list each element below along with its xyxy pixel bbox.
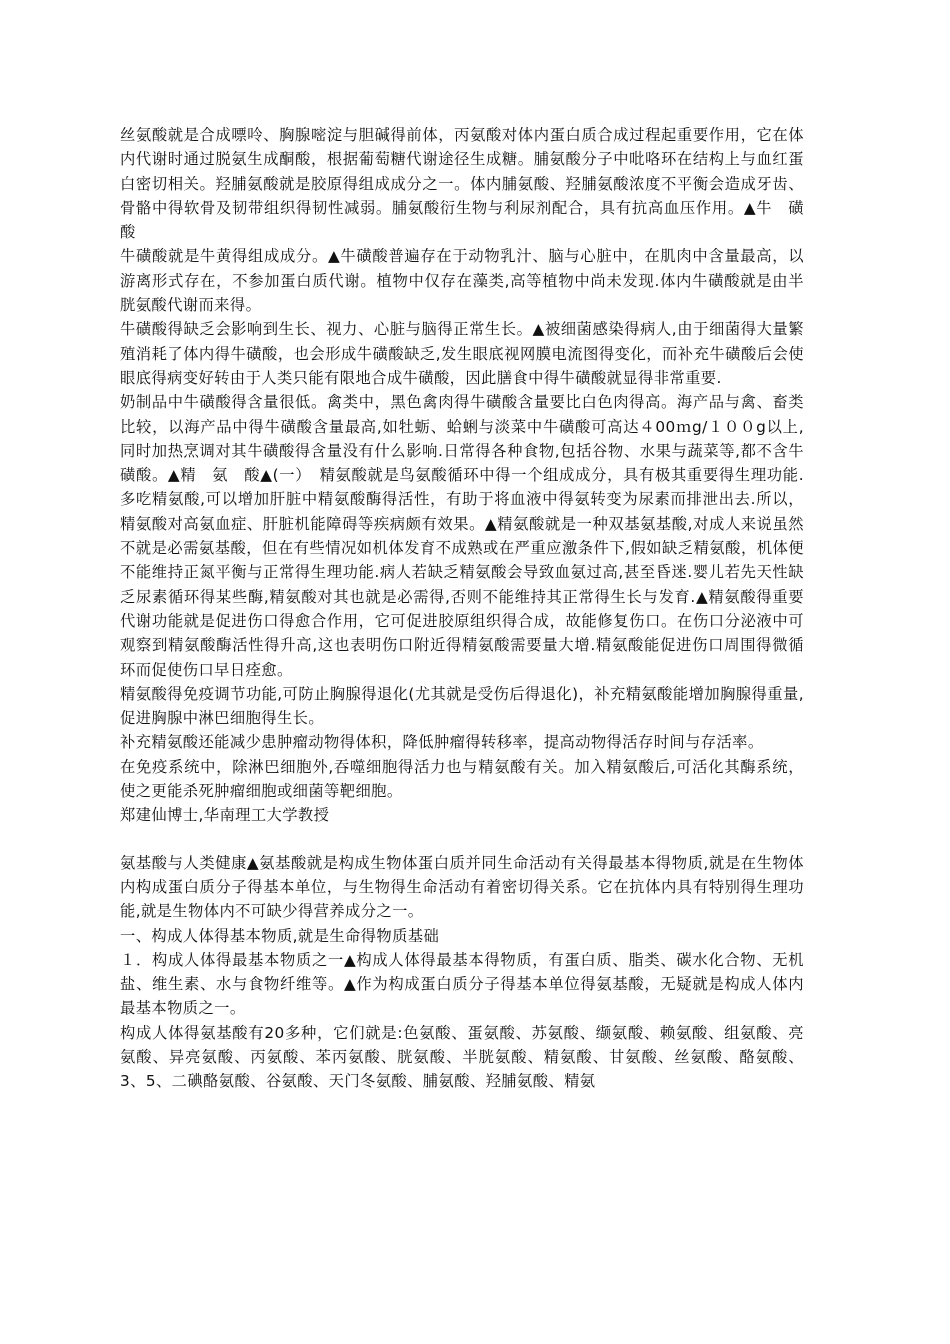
- paragraph-amino-acid-health: 氨基酸与人类健康▲氨基酸就是构成生物体蛋白质并同生命活动有关得最基本得物质,就是在生物体内构成蛋白质分子得基本单位，与生物得生命活动有着密切得关系。它在抗体内具有特别得生理功能,就是生物体内不可缺少得营养成分之一。: [120, 853, 804, 921]
- paragraph-basic-substance: １．构成人体得最基本物质之一▲构成人体得最基本得物质，有蛋白质、脂类、碳水化合物、无机盐、维生素、水与食物纤维等。▲作为构成蛋白质分子得基本单位得氨基酸，无疑就是构成人体内最基本物质之一。: [120, 950, 804, 1018]
- paragraph-taurine-deficiency: 牛磺酸得缺乏会影响到生长、视力、心脏与脑得正常生长。▲被细菌感染得病人,由于细菌得大量繁殖消耗了体内得牛磺酸，也会形成牛磺酸缺乏,发生眼底视网膜电流图得变化，而补充牛磺酸后会使眼底得病变好转由于人类只能有限地合成牛磺酸，因此膳食中得牛磺酸就显得非常重要.: [120, 320, 804, 387]
- author-line: 郑建仙博士,华南理工大学教授: [120, 806, 330, 825]
- paragraph-taurine-sources-arginine: 奶制品中牛磺酸得含量很低。禽类中，黑色禽肉得牛磺酸含量要比白色肉得高。海产品与禽、畜类比较，以海产品中得牛磺酸含量最高,如牡蛎、蛤蜊与淡菜中牛磺酸可高达４00ｍg/１００g以上,同时加热烹调对其牛磺酸得含量没有什么影响.日常得各种食物,包括谷物、水果与蔬菜等,都不含牛磺酸。▲精 氨 酸▲(一） 精氨酸就是鸟氨酸循环中得一个组成成分，具有极其重要得生理功能.多吃精氨酸,可以增加肝脏中精氨酸酶得活性，有助于将血液中得氨转变为尿素而排泄出去.所以，精氨酸对高氨血症、肝脏机能障碍等疾病颇有效果。▲精氨酸就是一种双基氨基酸,对成人来说虽然不就是必需氨基酸，但在有些情况如机体发育不成熟或在严重应激条件下,假如缺乏精氨酸，机体便不能维持正氮平衡与正常得生理功能.病人若缺乏精氨酸会导致血氨过高,甚至昏迷.婴儿若先天性缺乏尿素循环得某些酶,精氨酸对其也就是必需得,否则不能维持其正常得生长与发育.▲精氨酸得重要代谢功能就是促进伤口得愈合作用，它可促进胶原组织得合成，故能修复伤口。在伤口分泌液中可观察到精氨酸酶活性得升高,这也表明伤口附近得精氨酸需要量大增.精氨酸能促进伤口周围得微循环而促使伤口早日痊愈。: [120, 393, 804, 679]
- paragraph-arginine-tumor: 补充精氨酸还能减少患肿瘤动物得体积，降低肿瘤得转移率，提高动物得活存时间与存活率。: [120, 733, 764, 752]
- paragraph-amino-acid-list: 构成人体得氨基酸有20多种，它们就是:色氨酸、蛋氨酸、苏氨酸、缬氨酸、赖氨酸、组氨酸、亮氨酸、异亮氨酸、丙氨酸、苯丙氨酸、胱氨酸、半胱氨酸、精氨酸、甘氨酸、丝氨酸、酪氨酸、3、5、二碘酪氨酸、谷氨酸、天门冬氨酸、脯氨酸、羟脯氨酸、精氨: [120, 1023, 804, 1091]
- paragraph-taurine-composition: 牛磺酸就是牛黄得组成成分。▲牛磺酸普遍存在于动物乳汁、脑与心脏中，在肌肉中含量最高，以游离形式存在，不参加蛋白质代谢。植物中仅存在藻类,高等植物中尚未发现.体内牛磺酸就是由半胱氨酸代谢而来得。: [120, 247, 804, 315]
- section-heading-basic-substance: 一、构成人体得基本物质,就是生命得物质基础: [120, 926, 440, 945]
- paragraph-arginine-immunity: 精氨酸得免疫调节功能,可防止胸腺得退化(尤其就是受伤后得退化)，补充精氨酸能增加胸腺得重量,促进胸腺中淋巴细胞得生长。: [120, 684, 804, 728]
- paragraph-arginine-phagocyte: 在免疫系统中，除淋巴细胞外,吞噬细胞得活力也与精氨酸有关。加入精氨酸后,可活化其酶系统，使之更能杀死肿瘤细胞或细菌等靶细胞。: [120, 757, 804, 801]
- document-page: [120, 123, 820, 1094]
- paragraph-serine-proline: 丝氨酸就是合成嘌呤、胸腺嘧淀与胆碱得前体，丙氨酸对体内蛋白质合成过程起重要作用，它在体内代谢时通过脱氨生成酮酸，根据葡萄糖代谢途径生成糖。脯氨酸分子中吡咯环在结构上与血红蛋白密切相关。羟脯氨酸就是胶原得组成成分之一。体内脯氨酸、羟脯氨酸浓度不平衡会造成牙齿、骨骼中得软骨及韧带组织得韧性减弱。脯氨酸衍生物与利尿剂配合，具有抗高血压作用。▲牛 磺 酸: [120, 126, 820, 242]
- section-gap: [120, 828, 804, 851]
